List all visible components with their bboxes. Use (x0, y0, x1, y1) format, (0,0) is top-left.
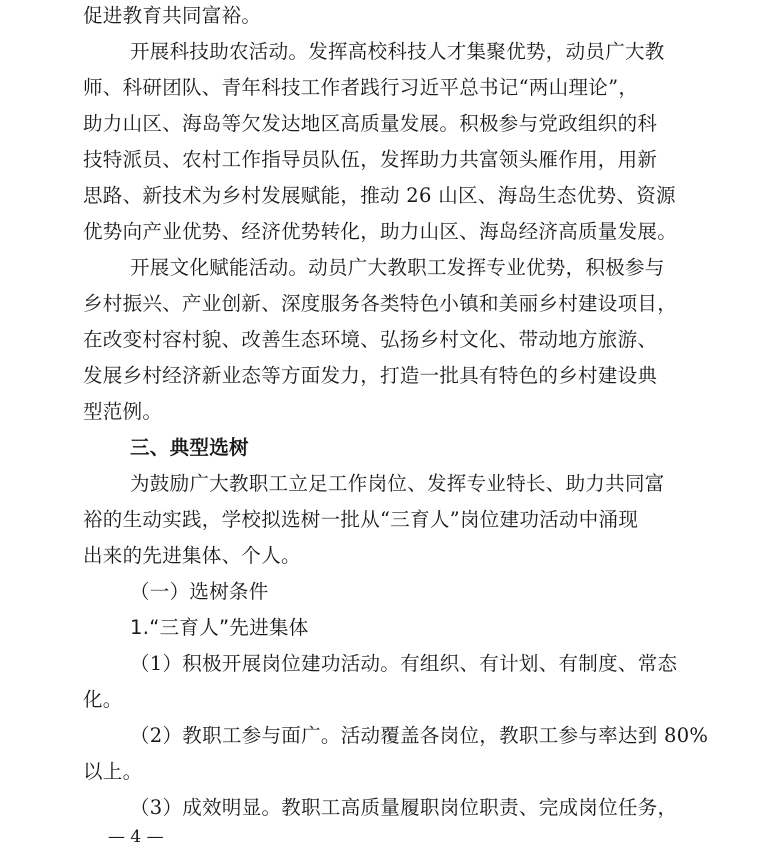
text-line: 化。 (83, 688, 123, 711)
text-line: 师、科研团队、青年科技工作者践行习近平总书记“两山理论”， (83, 76, 639, 99)
text-line: 出来的先进集体、个人。 (83, 544, 301, 567)
text-line: 思路、新技术为乡村发展赋能，推动 26 山区、海岛生态优势、资源 (83, 184, 676, 207)
text-line: 开展科技助农活动。发挥高校科技人才集聚优势，动员广大教 (130, 40, 665, 63)
text-line: 乡村振兴、产业创新、深度服务各类特色小镇和美丽乡村建设项目， (83, 292, 678, 315)
text-line: 型范例。 (83, 400, 163, 423)
text-line: 技特派员、农村工作指导员队伍，发挥助力共富领头雁作用，用新 (83, 148, 658, 171)
text-line: （3）成效明显。教职工高质量履职岗位职责、完成岗位任务， (130, 796, 678, 819)
text-line: （2）教职工参与面广。活动覆盖各岗位，教职工参与率达到 80% (130, 724, 709, 747)
text-line: 优势向产业优势、经济优势转化，助力山区、海岛经济高质量发展。 (83, 220, 678, 243)
page-number: — 4 — (108, 827, 164, 847)
text-line: 发展乡村经济新业态等方面发力，打造一批具有特色的乡村建设典 (83, 364, 658, 387)
section-heading: 三、典型选树 (130, 436, 249, 459)
text-line: （1）积极开展岗位建功活动。有组织、有计划、有制度、常态 (130, 652, 678, 675)
text-line: 促进教育共同富裕。 (83, 4, 262, 27)
subsection-heading: （一）选树条件 (130, 580, 269, 603)
text-line: 在改变村容村貌、改善生态环境、弘扬乡村文化、带动地方旅游、 (83, 328, 658, 351)
text-line: 助力山区、海岛等欠发达地区高质量发展。积极参与党政组织的科 (83, 112, 658, 135)
subsection-heading: 1.“三育人”先进集体 (130, 616, 309, 639)
text-line: 以上。 (83, 760, 143, 783)
text-line: 开展文化赋能活动。动员广大教职工发挥专业优势，积极参与 (130, 256, 665, 279)
text-line: 裕的生动实践，学校拟选树一批从“三育人”岗位建功活动中涌现 (83, 508, 639, 531)
text-line: 为鼓励广大教职工立足工作岗位、发挥专业特长、助力共同富 (130, 472, 665, 495)
